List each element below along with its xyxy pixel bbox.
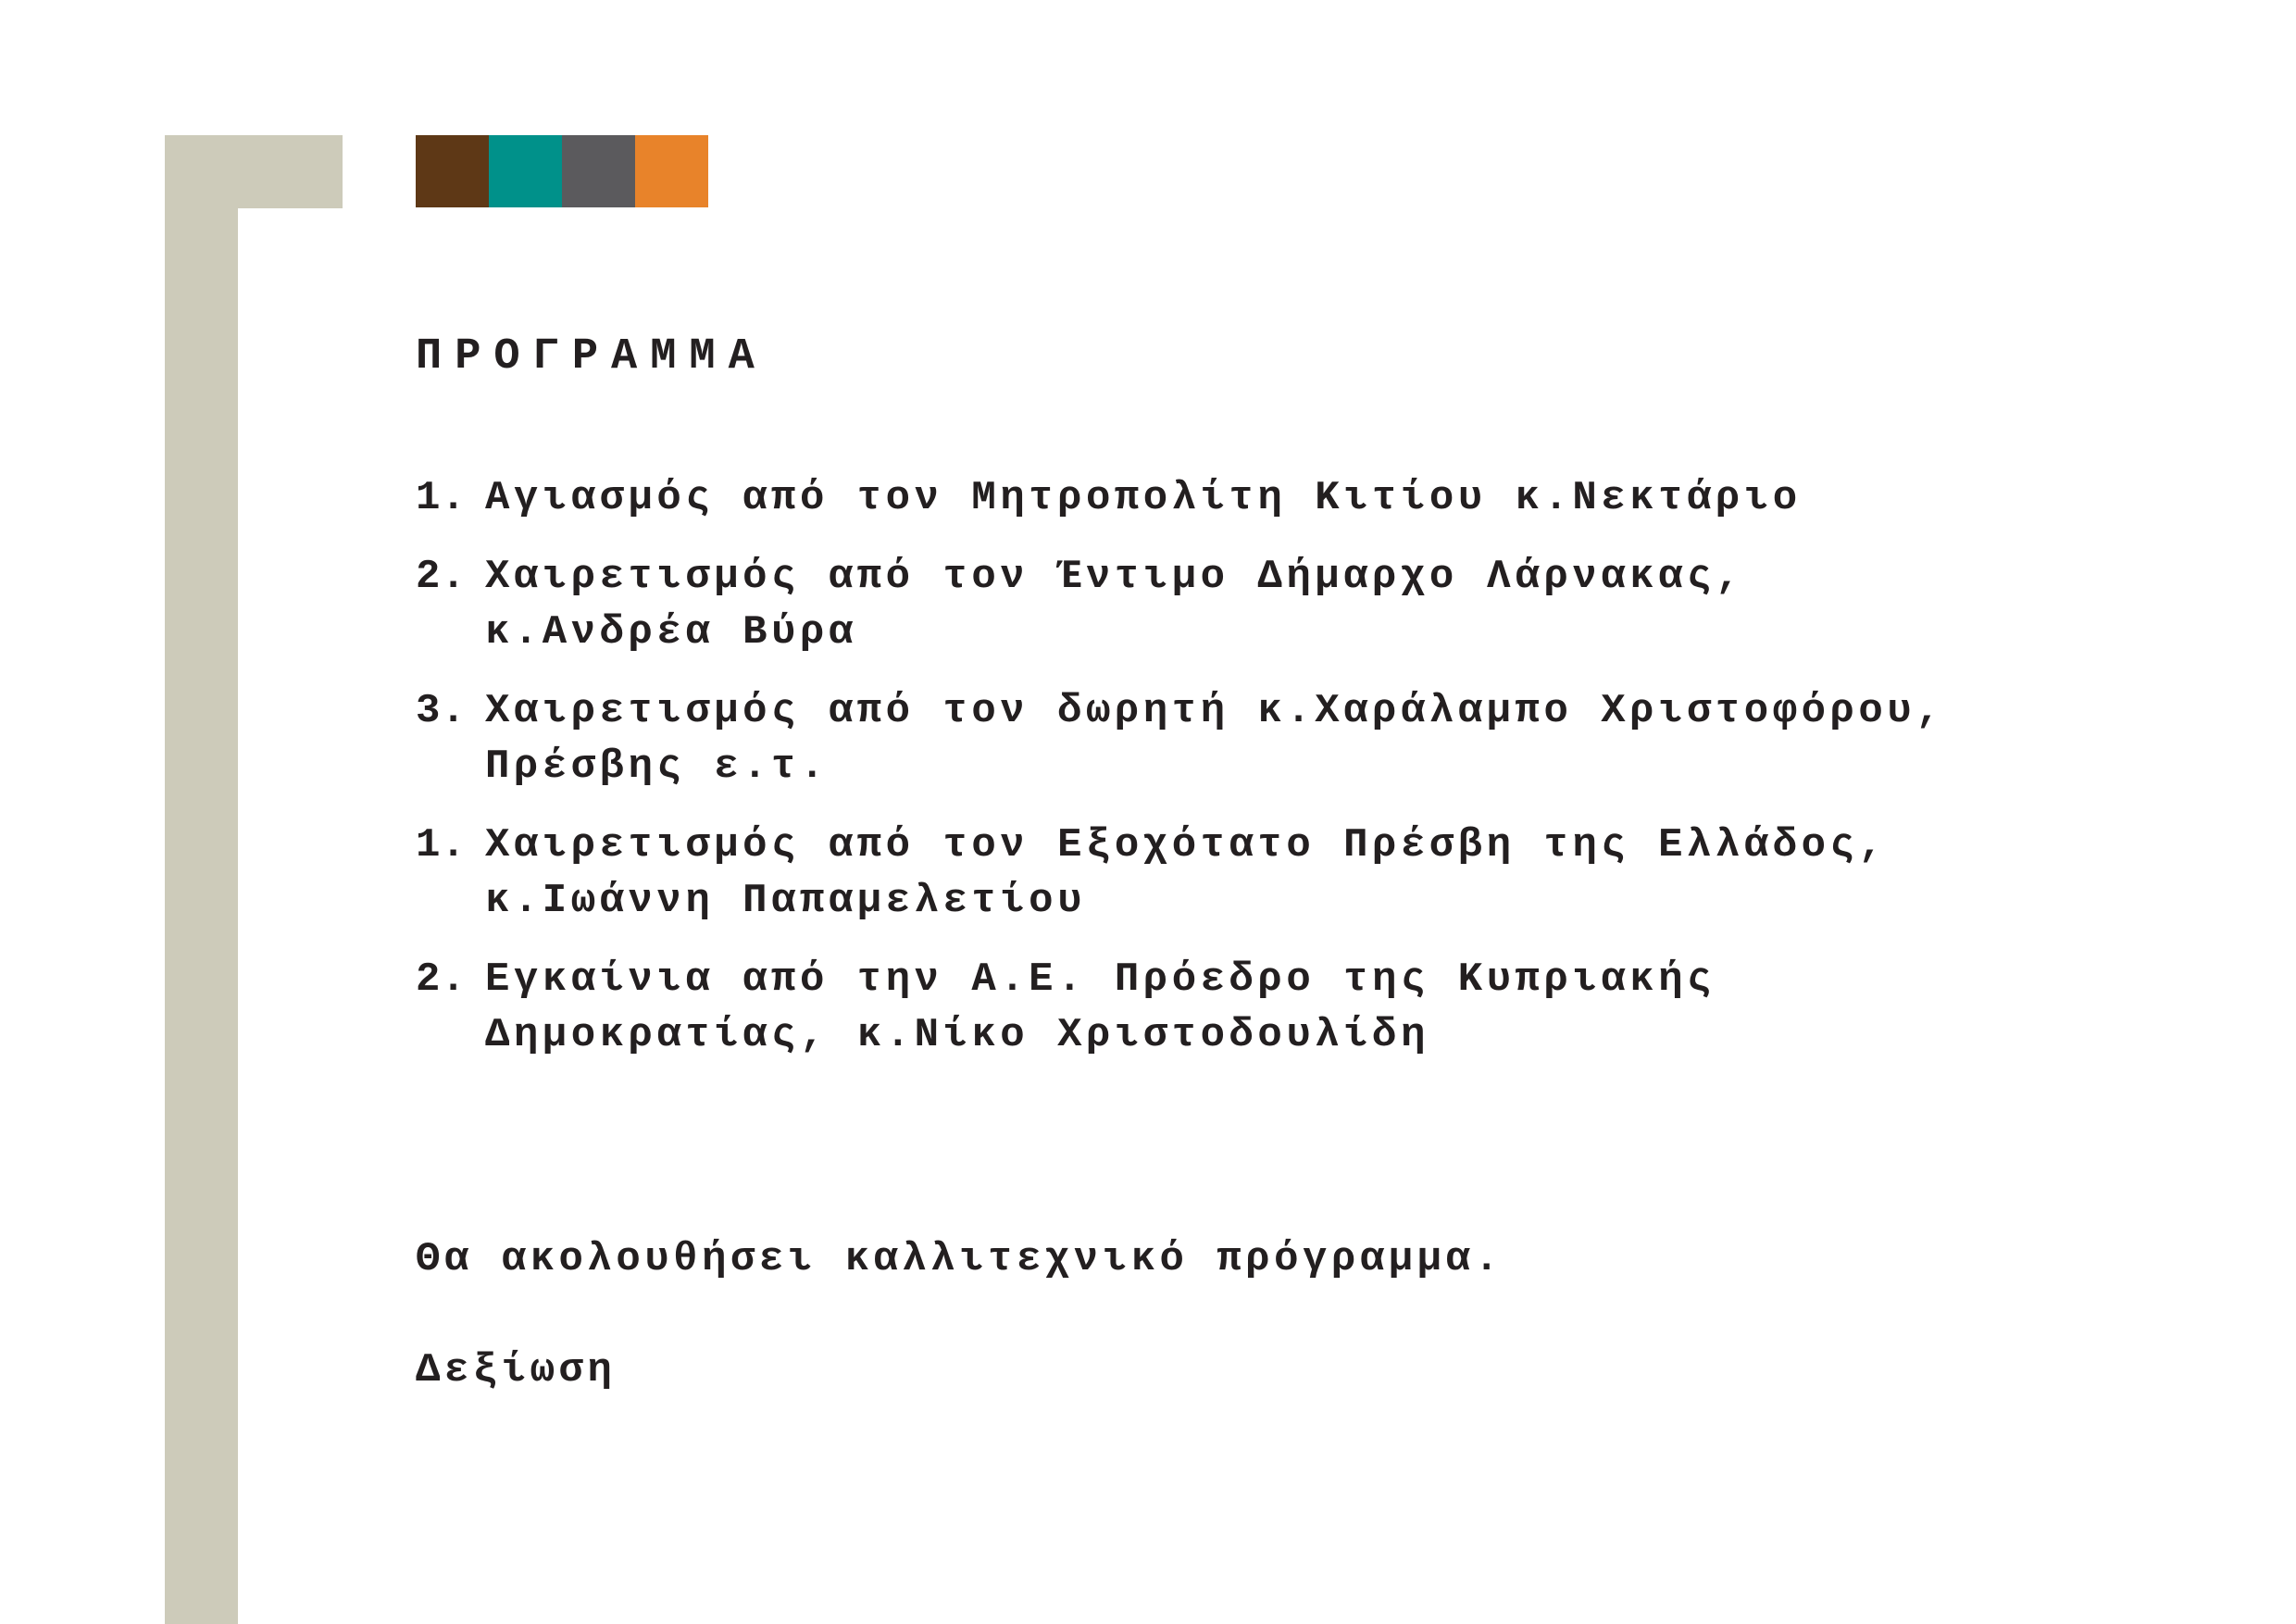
swatch-teal xyxy=(489,135,562,207)
item-text: Χαιρετισμός από τον Έντιμο Δήμαρχο Λάρνακας, κ.Ανδρέα Βύρα xyxy=(485,554,1744,656)
frame-bar-vertical xyxy=(165,135,238,1624)
list-item xyxy=(416,952,1944,1063)
item-text: Εγκαίνια από την Α.Ε. Πρόεδρο της Κυπριακής Δημοκρατίας, κ.Νίκο Χριστοδουλίδη xyxy=(485,956,1716,1058)
item-text: Αγιασμός από τον Μητροπολίτη Κιτίου κ.Νεκτάριο xyxy=(485,475,1802,521)
swatch-orange xyxy=(635,135,708,207)
list-item xyxy=(416,818,1944,929)
item-text: Χαιρετισμός από τον δωρητή κ.Χαράλαμπο Χριστοφόρου, Πρέσβης ε.τ. xyxy=(485,688,1945,790)
item-number: 2. xyxy=(416,554,467,600)
swatch-brown xyxy=(416,135,489,207)
list-item xyxy=(416,549,1944,660)
item-number: 1. xyxy=(416,822,467,868)
item-number: 2. xyxy=(416,956,467,1003)
list-item xyxy=(416,470,1944,526)
color-swatches xyxy=(416,135,708,207)
frame-bar-horizontal xyxy=(165,135,343,208)
item-text: Χαιρετισμός από τον Εξοχότατο Πρέσβη της Ελλάδος, κ.Ιωάννη Παπαμελετίου xyxy=(485,822,1888,924)
reception-note: Δεξίωση xyxy=(416,1347,617,1393)
list-item xyxy=(416,683,1944,794)
swatch-gray xyxy=(562,135,635,207)
page-title: ΠΡΟΓΡΑΜΜΑ xyxy=(416,332,767,381)
item-number: 1. xyxy=(416,475,467,521)
program-list xyxy=(416,470,1944,1086)
item-number: 3. xyxy=(416,688,467,734)
artistic-program-note: Θα ακολουθήσει καλλιτεχνικό πρόγραμμα. xyxy=(416,1236,1504,1282)
